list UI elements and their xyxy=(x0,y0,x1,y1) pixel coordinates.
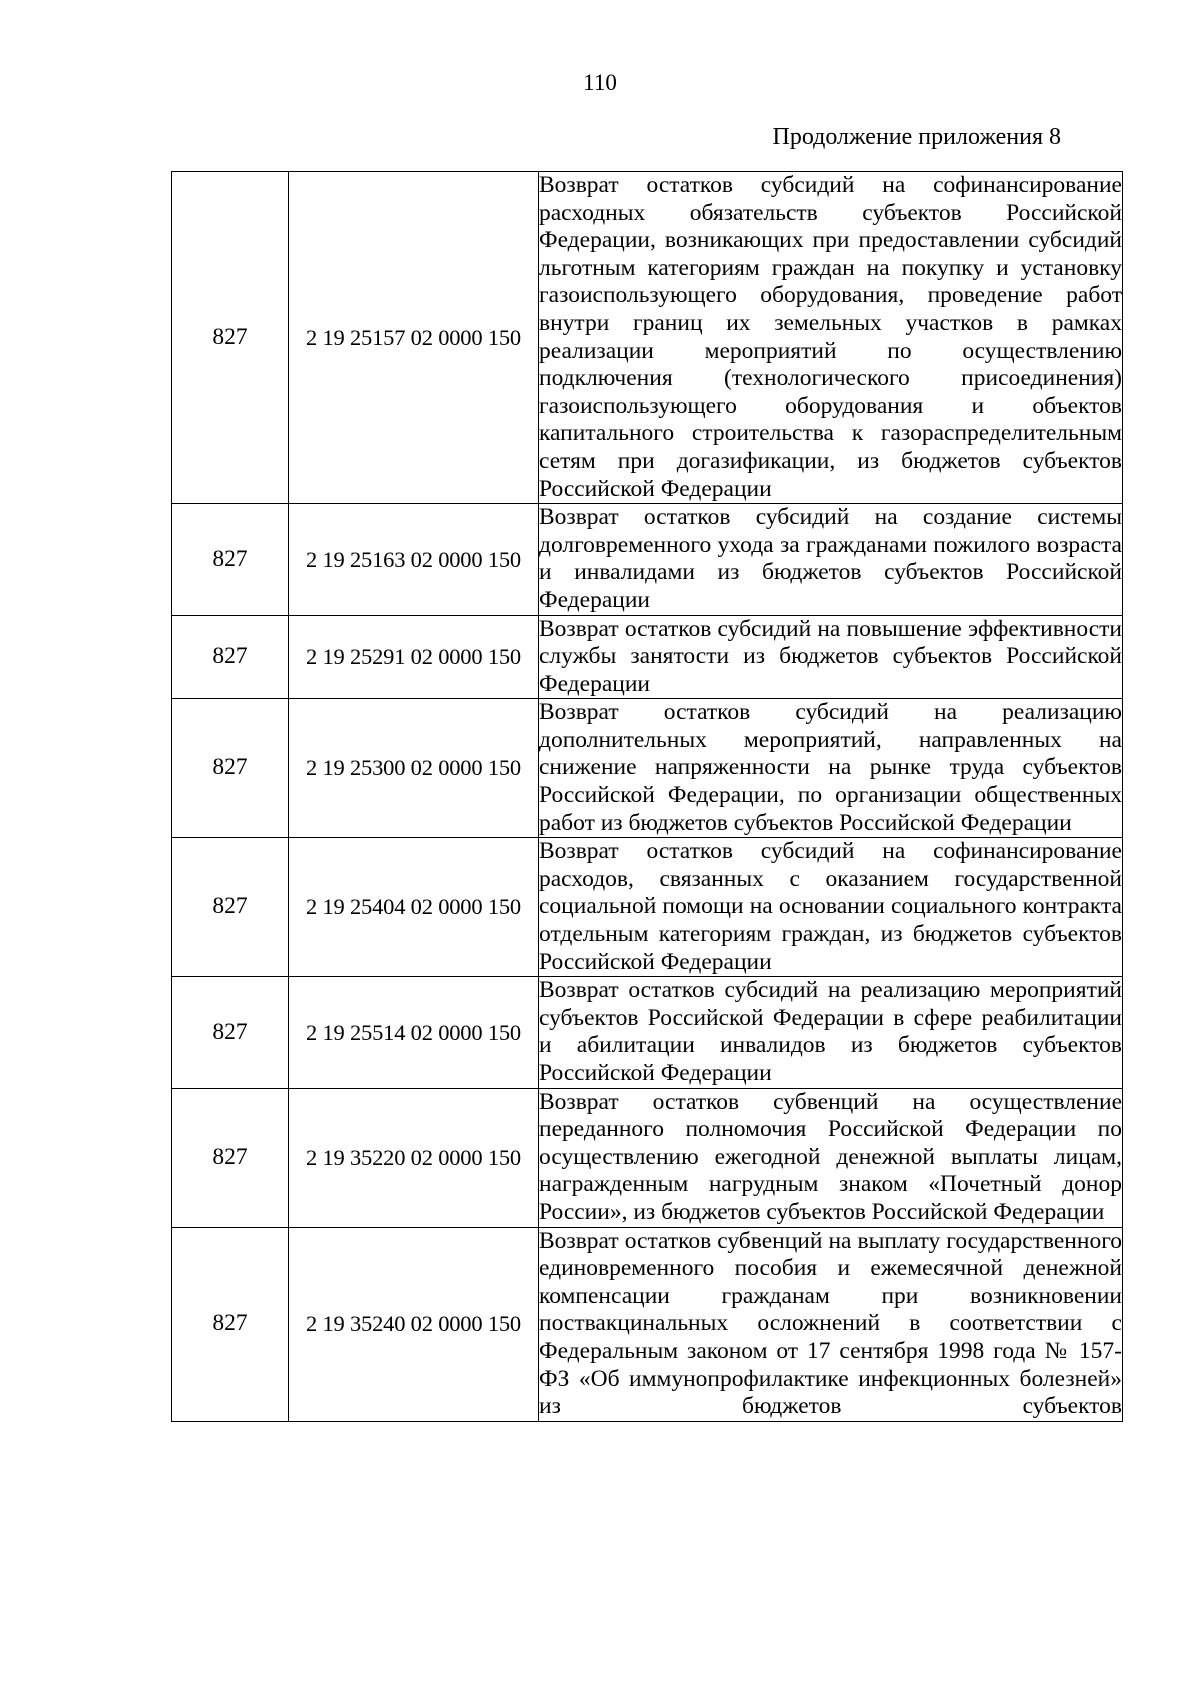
income-name-cell: Возврат остатков субсидий на создание системы долговременного ухода за гражданами пожилого возраста и инвалидами из бюджетов субъектов Российской Федерации xyxy=(539,504,1123,615)
admin-code-cell: 827 xyxy=(172,1227,289,1421)
income-name-cell: Возврат остатков субсидий на повышение эффективности службы занятости из бюджетов субъектов Российской Федерации xyxy=(539,615,1123,699)
admin-code-cell: 827 xyxy=(172,977,289,1088)
income-name-cell: Возврат остатков субвенций на осуществление переданного полномочия Российской Федерации по осуществлению ежегодной денежной выплаты лицам, награжденным нагрудным знаком «Почетный донор России», из бюджетов субъектов Российской Федерации xyxy=(539,1088,1123,1227)
page-number: 110 xyxy=(583,70,617,95)
admin-code-cell: 827 xyxy=(172,504,289,615)
budget-code-cell: 2 19 25404 02 0000 150 xyxy=(289,838,539,977)
table-row xyxy=(172,172,1123,504)
admin-code-cell: 827 xyxy=(172,838,289,977)
admin-code-cell: 827 xyxy=(172,615,289,699)
table-row xyxy=(172,1088,1123,1227)
table-row xyxy=(172,1227,1123,1421)
table-row xyxy=(172,977,1123,1088)
admin-code-cell: 827 xyxy=(172,1088,289,1227)
table-row xyxy=(172,615,1123,699)
budget-code-cell: 2 19 35240 02 0000 150 xyxy=(289,1227,539,1421)
budget-code-cell: 2 19 25291 02 0000 150 xyxy=(289,615,539,699)
income-name-cell: Возврат остатков субсидий на софинансирование расходов, связанных с оказанием государственной социальной помощи на основании социального контракта отдельным категориям граждан, из бюджетов субъектов Российской Федерации xyxy=(539,838,1123,977)
budget-codes-table xyxy=(171,171,1123,1422)
income-name-cell: Возврат остатков субсидий на реализацию мероприятий субъектов Российской Федерации в сфере реабилитации и абилитации инвалидов из бюджетов субъектов Российской Федерации xyxy=(539,977,1123,1088)
budget-code-cell: 2 19 25514 02 0000 150 xyxy=(289,977,539,1088)
income-name-cell: Возврат остатков субвенций на выплату государственного единовременного пособия и ежемесячной денежной компенсации гражданам при возникновении поствакцинальных осложнений в соответствии с Федеральным законом от 17 сентября 1998 года № 157-ФЗ «Об иммунопрофилактике инфекционных болезней» из бюджетов субъектов xyxy=(539,1227,1123,1421)
budget-code-cell: 2 19 25157 02 0000 150 xyxy=(289,172,539,504)
admin-code-cell: 827 xyxy=(172,172,289,504)
budget-code-cell: 2 19 35220 02 0000 150 xyxy=(289,1088,539,1227)
budget-code-cell: 2 19 25163 02 0000 150 xyxy=(289,504,539,615)
table-row xyxy=(172,699,1123,838)
income-name-cell: Возврат остатков субсидий на софинансирование расходных обязательств субъектов Российской Федерации, возникающих при предоставлении субсидий льготным категориям граждан на покупку и установку газоиспользующего оборудования, проведение работ внутри границ их земельных участков в рамках реализации мероприятий по осуществлению подключения (технологического присоединения) газоиспользующего оборудования и объектов капитального строительства к газораспределительным сетям при догазификации, из бюджетов субъектов Российской Федерации xyxy=(539,172,1123,504)
admin-code-cell: 827 xyxy=(172,699,289,838)
appendix-continuation-note: Продолжение приложения 8 xyxy=(772,124,1061,150)
budget-code-cell: 2 19 25300 02 0000 150 xyxy=(289,699,539,838)
table-row xyxy=(172,504,1123,615)
table-row xyxy=(172,838,1123,977)
income-name-cell: Возврат остатков субсидий на реализацию дополнительных мероприятий, направленных на снижение напряженности на рынке труда субъектов Российской Федерации, по организации общественных работ из бюджетов субъектов Российской Федерации xyxy=(539,699,1123,838)
